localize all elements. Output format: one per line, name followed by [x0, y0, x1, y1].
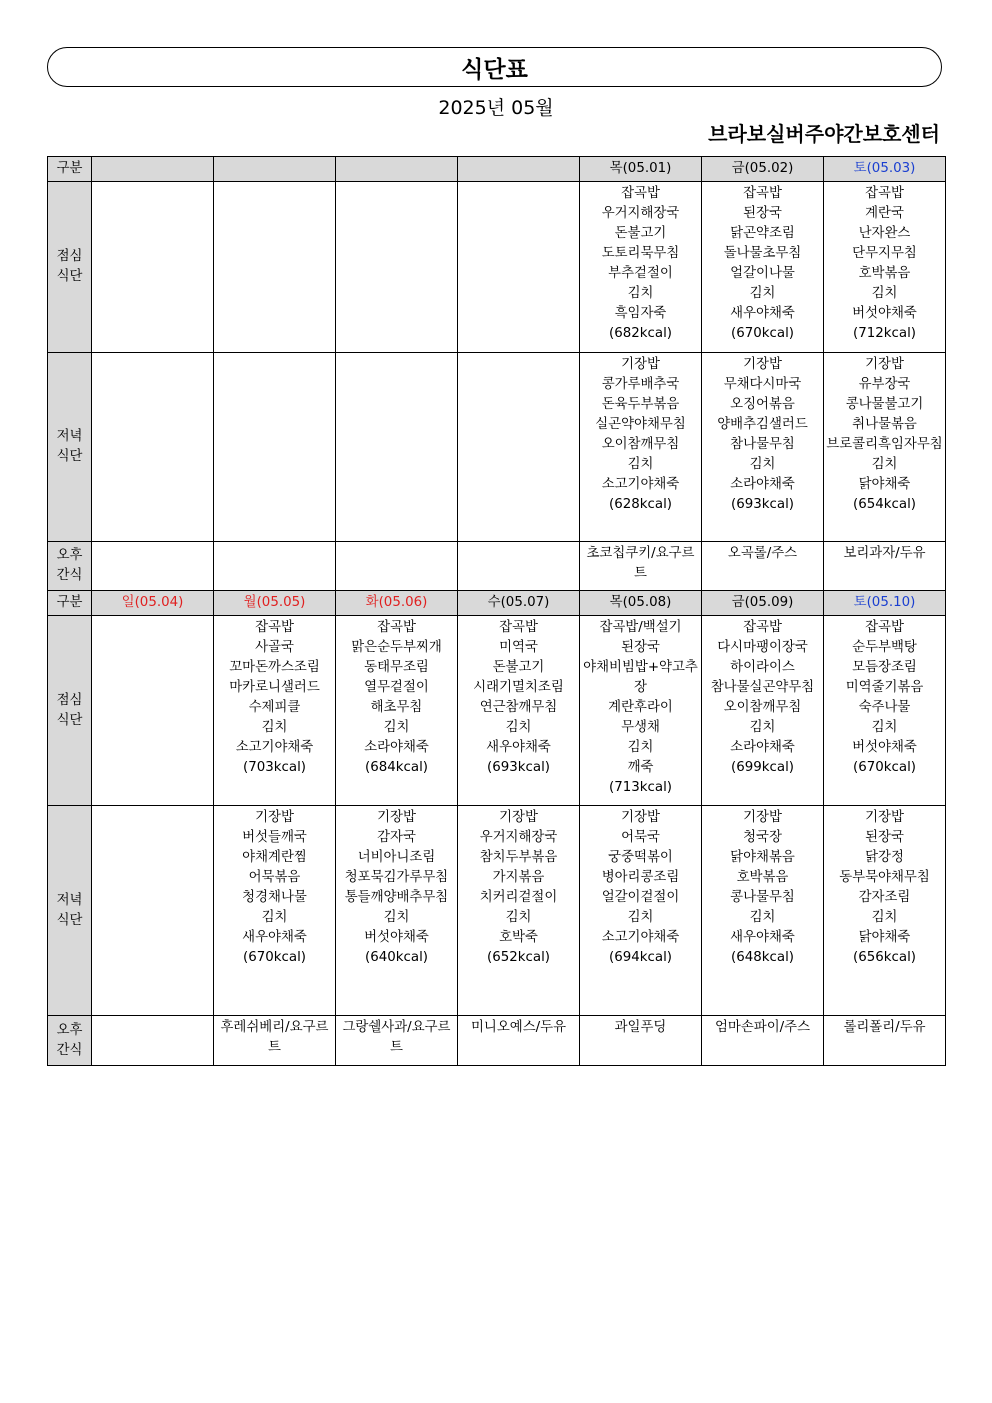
meal-cell: 잡곡밥 맑은순두부찌개 동태무조림 열무겉절이 해초무침 김치 소라야채죽 (684kcal) [336, 616, 458, 806]
lunch-label: 점심 식단 [48, 616, 92, 806]
snack-cell: 보리과자/두유 [824, 542, 946, 591]
meal-cell [336, 353, 458, 542]
day-header [92, 157, 214, 182]
week1-snack-row [48, 542, 946, 591]
day-header [214, 157, 336, 182]
snack-cell: 롤리폴리/두유 [824, 1016, 946, 1066]
meal-cell: 잡곡밥/백설기 된장국 야채비빔밥+약고추장 계란후라이 무생채 김치 깨죽 (713kcal) [580, 616, 702, 806]
snack-label: 오후 간식 [48, 542, 92, 591]
meal-cell [458, 353, 580, 542]
meal-cell: 기장밥 버섯들깨국 야채계란찜 어묵볶음 청경채나물 김치 새우야채죽 (670kcal) [214, 806, 336, 1016]
meal-cell: 잡곡밥 미역국 돈불고기 시래기멸치조림 연근참깨무침 김치 새우야채죽 (693kcal) [458, 616, 580, 806]
snack-cell: 초코칩쿠키/요구르트 [580, 542, 702, 591]
week2-dinner-row [48, 806, 946, 1016]
snack-cell [92, 542, 214, 591]
meal-cell: 기장밥 청국장 닭야채볶음 호박볶음 콩나물무침 김치 새우야채죽 (648kcal) [702, 806, 824, 1016]
meal-cell: 기장밥 콩가루배추국 돈육두부볶음 실곤약야채무침 오이참깨무침 김치 소고기야채죽 (628kcal) [580, 353, 702, 542]
day-header: 목(05.08) [580, 591, 702, 616]
week1-dinner-row [48, 353, 946, 542]
meal-cell [214, 353, 336, 542]
snack-cell: 후레쉬베리/요구르트 [214, 1016, 336, 1066]
day-header-saturday: 토(05.10) [824, 591, 946, 616]
meal-cell: 잡곡밥 우거지해장국 돈불고기 도토리묵무침 부추겉절이 김치 흑임자죽 (682kcal) [580, 182, 702, 353]
snack-cell: 오곡롤/주스 [702, 542, 824, 591]
day-header: 금(05.02) [702, 157, 824, 182]
center-name: 브라보실버주야간보호센터 [708, 122, 940, 146]
week2-snack-row [48, 1016, 946, 1066]
meal-cell [92, 806, 214, 1016]
snack-cell: 엄마손파이/주스 [702, 1016, 824, 1066]
meal-cell [92, 182, 214, 353]
page-title-text: 식단표 [461, 56, 528, 83]
day-header [336, 157, 458, 182]
meal-cell: 잡곡밥 순두부백탕 모듬장조림 미역줄기볶음 숙주나물 김치 버섯야채죽 (670kcal) [824, 616, 946, 806]
day-header-saturday: 토(05.03) [824, 157, 946, 182]
lunch-label: 점심 식단 [48, 182, 92, 353]
week2-lunch-row [48, 616, 946, 806]
meal-cell: 잡곡밥 된장국 닭곤약조림 돌나물초무침 얼갈이나물 김치 새우야채죽 (670kcal) [702, 182, 824, 353]
snack-label: 오후 간식 [48, 1016, 92, 1066]
week1-lunch-row [48, 182, 946, 353]
category-label: 구분 [48, 591, 92, 616]
meal-cell: 잡곡밥 다시마팽이장국 하이라이스 참나물실곤약무침 오이참깨무침 김치 소라야채죽 (699kcal) [702, 616, 824, 806]
snack-cell [458, 542, 580, 591]
meal-plan-table [47, 156, 946, 1066]
meal-cell [92, 353, 214, 542]
week2-header-row [48, 591, 946, 616]
meal-cell: 기장밥 우거지해장국 참치두부볶음 가지볶음 치커리겉절이 김치 호박죽 (652kcal) [458, 806, 580, 1016]
day-header-sunday: 일(05.04) [92, 591, 214, 616]
day-header: 금(05.09) [702, 591, 824, 616]
category-label: 구분 [48, 157, 92, 182]
meal-cell: 기장밥 어묵국 궁중떡볶이 병아리콩조림 얼갈이겉절이 김치 소고기야채죽 (694kcal) [580, 806, 702, 1016]
meal-cell: 잡곡밥 사골국 꼬마돈까스조림 마카로니샐러드 수제피클 김치 소고기야채죽 (703kcal) [214, 616, 336, 806]
dinner-label: 저녁 식단 [48, 353, 92, 542]
snack-cell: 그랑쉘사과/요구르트 [336, 1016, 458, 1066]
day-header: 목(05.01) [580, 157, 702, 182]
day-header: 수(05.07) [458, 591, 580, 616]
meal-cell: 기장밥 유부장국 콩나물불고기 취나물볶음 브로콜리흑임자무침 김치 닭야채죽 (654kcal) [824, 353, 946, 542]
day-header-holiday: 화(05.06) [336, 591, 458, 616]
snack-cell: 과일푸딩 [580, 1016, 702, 1066]
week1-header-row [48, 157, 946, 182]
snack-cell: 미니오예스/두유 [458, 1016, 580, 1066]
meal-cell: 기장밥 무채다시마국 오징어볶음 양배추김샐러드 참나물무침 김치 소라야채죽 (693kcal) [702, 353, 824, 542]
month-subtitle: 2025년 05월 [438, 97, 554, 119]
dinner-label: 저녁 식단 [48, 806, 92, 1016]
snack-cell [336, 542, 458, 591]
page-title [47, 47, 942, 87]
meal-cell: 기장밥 된장국 닭강정 동부묵야채무침 감자조림 김치 닭야채죽 (656kcal) [824, 806, 946, 1016]
meal-cell [92, 616, 214, 806]
meal-cell [214, 182, 336, 353]
meal-cell: 잡곡밥 계란국 난자완스 단무지무침 호박볶음 김치 버섯야채죽 (712kcal) [824, 182, 946, 353]
meal-cell [458, 182, 580, 353]
snack-cell [214, 542, 336, 591]
day-header [458, 157, 580, 182]
snack-cell [92, 1016, 214, 1066]
meal-cell: 기장밥 감자국 너비아니조림 청포묵김가루무침 통들깨양배추무침 김치 버섯야채죽 (640kcal) [336, 806, 458, 1016]
day-header-holiday: 월(05.05) [214, 591, 336, 616]
meal-cell [336, 182, 458, 353]
